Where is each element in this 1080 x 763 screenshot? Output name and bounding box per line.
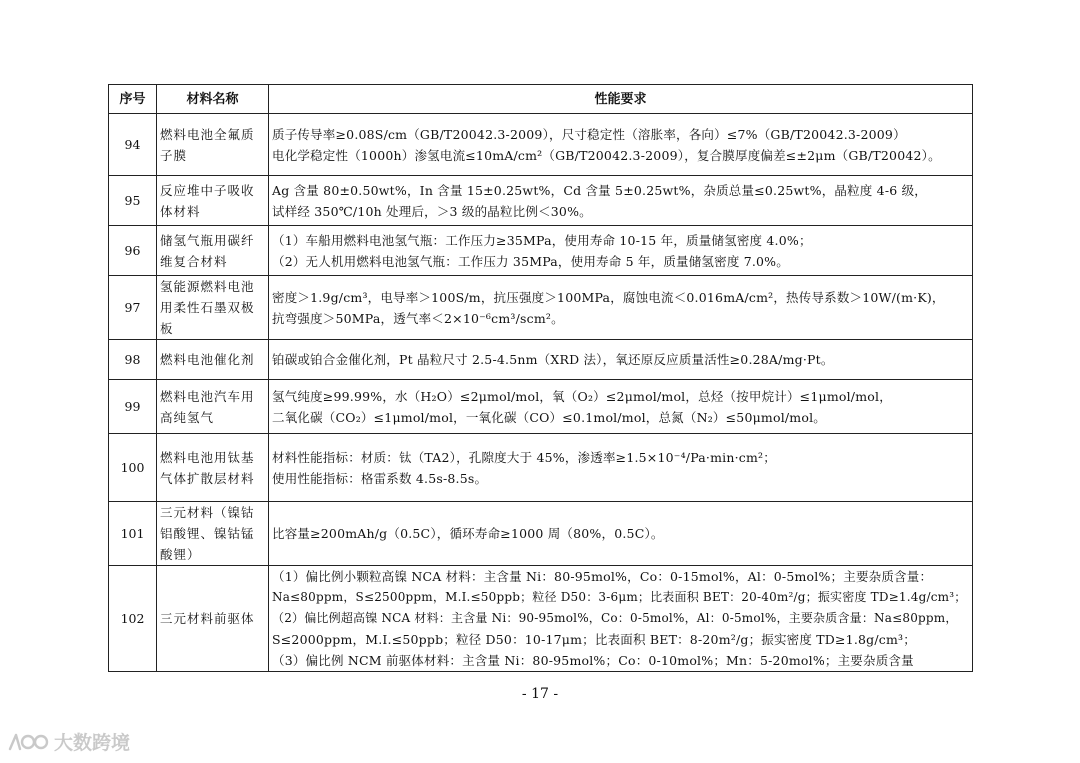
requirement-line: S≤2000ppm，M.I.≤50ppb；粒径 D50：10-17μm；比表面积 BET：8-20m²/g；振实密度 TD≥1.8g/cm³；	[272, 632, 916, 647]
row-number: 101	[109, 502, 157, 566]
material-name	[157, 114, 269, 176]
material-name-line: 反应堆中子吸收	[160, 182, 255, 198]
row-number: 97	[109, 276, 157, 340]
performance-requirement	[269, 114, 973, 176]
material-name-line: 三元材料前驱体	[160, 611, 255, 626]
material-name	[157, 340, 269, 380]
requirement-line: 电化学稳定性（1000h）渗氢电流≤10mA/cm²（GB/T20042.3-2009），复合膜厚度偏差≤±2μm（GB/T20042）。	[272, 147, 941, 163]
watermark-text: 大数跨境	[54, 732, 131, 754]
watermark-logo-icon	[6, 731, 50, 753]
table-row	[109, 114, 973, 176]
material-name-line: 酸锂）	[160, 547, 201, 562]
requirement-line: 铂碳或铂合金催化剂，Pt 晶粒尺寸 2.5-4.5nm（XRD 法），氧还原反应质量活性≥0.28A/mg·Pt。	[272, 352, 834, 367]
requirement-line: 抗弯强度＞50MPa，透气率＜2×10⁻⁶cm³/scm²。	[272, 310, 564, 326]
table-row	[109, 566, 973, 672]
performance-requirement	[269, 276, 973, 340]
material-name-line: 三元材料（镍钴	[160, 505, 255, 520]
material-name-line: 燃料电池用钛基	[160, 449, 255, 465]
requirement-line: （1）车船用燃料电池氢气瓶：工作压力≥35MPa，使用寿命 10-15 年，质量储氢密度 4.0%；	[272, 232, 812, 248]
requirement-line: （1）偏比例小颗粒高镍 NCA 材料：主含量 Ni：80-95mol%，Co：0-15mol%，Al：0-5mol%；主要杂质含量：	[272, 569, 933, 584]
table-row	[109, 340, 973, 380]
material-name-line: 燃料电池全氟质	[160, 126, 255, 142]
requirement-line: 二氧化碳（CO₂）≤1μmol/mol，一氧化碳（CO）≤0.1mol/mol，总氮（N₂）≤50μmol/mol。	[272, 409, 826, 425]
requirement-line: 氢气纯度≥99.99%，水（H₂O）≤2μmol/mol，氧（O₂）≤2μmol/mol，总烃（按甲烷计）≤1μmol/mol，	[272, 388, 892, 404]
table-row	[109, 226, 973, 276]
material-name-line: 氢能源燃料电池	[160, 279, 255, 294]
row-number: 94	[109, 114, 157, 176]
performance-requirement	[269, 502, 973, 566]
requirement-line: 质子传导率≥0.08S/cm（GB/T20042.3-2009），尺寸稳定性（溶胀率，各向）≤7%（GB/T20042.3-2009）	[272, 126, 906, 142]
row-number: 95	[109, 176, 157, 226]
table-row	[109, 502, 973, 566]
page-number: - 17 -	[521, 686, 559, 702]
requirement-line: 密度＞1.9g/cm³，电导率＞100S/m，抗压强度＞100MPa，腐蚀电流＜0.016mA/cm²，热传导系数＞10W/(m·K)，	[272, 289, 945, 305]
material-name	[157, 566, 269, 672]
header-row	[109, 85, 973, 114]
requirement-line: 材料性能指标：材质：钛（TA2），孔隙度大于 45%，渗透率≥1.5×10⁻⁴/Pa·min·cm²；	[272, 449, 776, 465]
row-number: 96	[109, 226, 157, 276]
material-name-line: 用柔性石墨双极	[160, 300, 255, 315]
header-material: 材料名称	[157, 85, 269, 114]
performance-requirement	[269, 226, 973, 276]
material-name	[157, 434, 269, 502]
material-name-line: 维复合材料	[160, 253, 228, 269]
material-name-line: 铝酸锂、镍钴锰	[160, 526, 255, 541]
performance-requirement	[269, 566, 973, 672]
material-name-line: 燃料电池催化剂	[160, 352, 255, 367]
watermark	[6, 728, 130, 755]
requirement-line: （3）偏比例 NCM 前驱体材料：主含量 Ni：80-95mol%；Co：0-10mol%；Mn：5-20mol%；主要杂质含量	[272, 653, 914, 668]
header-requirements: 性能要求	[269, 85, 973, 114]
performance-requirement	[269, 176, 973, 226]
material-name	[157, 380, 269, 434]
requirement-line: （2）无人机用燃料电池氢气瓶：工作压力 35MPa，使用寿命 5 年，质量储氢密度 7.0%。	[272, 253, 789, 269]
material-name-line: 高纯氢气	[160, 409, 215, 425]
material-name	[157, 226, 269, 276]
table-row	[109, 276, 973, 340]
performance-requirement	[269, 380, 973, 434]
material-name-line: 子膜	[160, 147, 188, 163]
requirement-line: Ag 含量 80±0.50wt%，In 含量 15±0.25wt%，Cd 含量 5±0.25wt%，杂质总量≤0.25wt%，晶粒度 4-6 级，	[272, 182, 927, 198]
row-number: 99	[109, 380, 157, 434]
material-name-line: 气体扩散层材料	[160, 470, 255, 486]
table-row	[109, 380, 973, 434]
material-name	[157, 502, 269, 566]
material-name-line: 体材料	[160, 203, 201, 219]
requirement-line: Na≤80ppm，S≤2500ppm，M.I.≤50ppb；粒径 D50：3-6μm；比表面积 BET：20-40m²/g；振实密度 TD≥1.4g/cm³；	[272, 590, 967, 604]
material-name-line: 储氢气瓶用碳纤	[160, 232, 255, 248]
row-number: 100	[109, 434, 157, 502]
requirement-line: 比容量≥200mAh/g（0.5C），循环寿命≥1000 周（80%，0.5C）。	[272, 526, 664, 541]
material-name	[157, 176, 269, 226]
material-name-line: 燃料电池汽车用	[160, 388, 255, 404]
requirement-line: 试样经 350℃/10h 处理后，＞3 级的晶粒比例＜30%。	[272, 203, 592, 219]
material-name-line: 板	[160, 321, 174, 336]
row-number: 98	[109, 340, 157, 380]
table-row	[109, 176, 973, 226]
spec-table	[108, 84, 973, 672]
material-name	[157, 276, 269, 340]
requirement-line: 使用性能指标：格雷系数 4.5s-8.5s。	[272, 470, 488, 486]
row-number: 102	[109, 566, 157, 672]
performance-requirement	[269, 340, 973, 380]
requirement-line: （2）偏比例超高镍 NCA 材料：主含量 Ni：90-95mol%，Co：0-5mol%，Al：0-5mol%，主要杂质含量：Na≤80ppm，	[272, 611, 958, 625]
performance-requirement	[269, 434, 973, 502]
table-row	[109, 434, 973, 502]
header-no: 序号	[109, 85, 157, 114]
